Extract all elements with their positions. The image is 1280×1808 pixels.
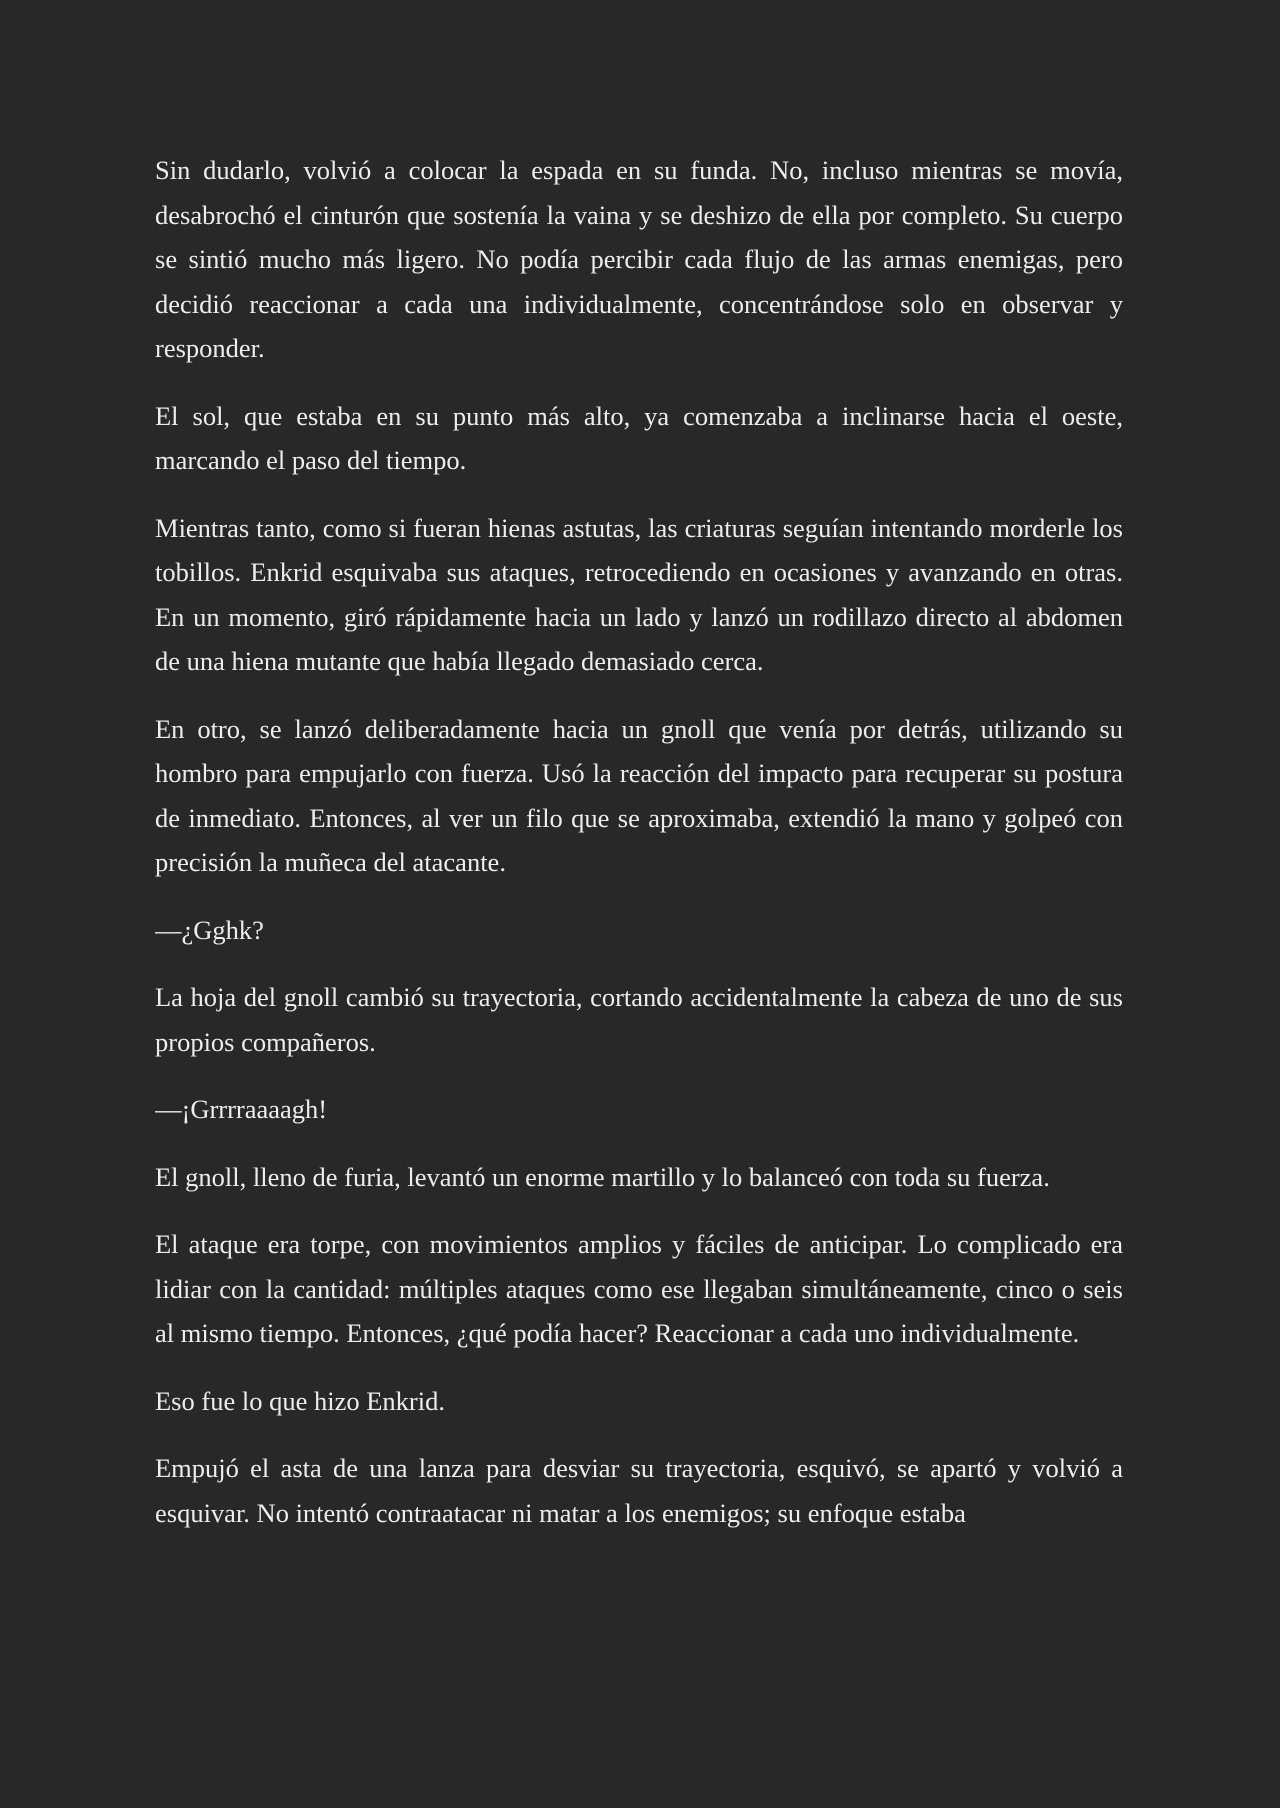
reading-page bbox=[155, 148, 1123, 1788]
paragraph: El sol, que estaba en su punto más alto, ya comenzaba a inclinarse hacia el oeste, marcando el paso del tiempo. bbox=[155, 400, 1123, 475]
dialogue-line: —¡Grrrraaaagh! bbox=[155, 1094, 328, 1124]
paragraph: Sin dudarlo, volvió a colocar la espada en su funda. No, incluso mientras se movía, desabrochó el cinturón que sostenía la vaina y se deshizo de ella por completo. Su cuerpo se sintió mucho más ligero. No podía percibir cada flujo de las armas enemigas, pero decidió reaccionar a cada una individualmente, concentrándose solo en observar y responder. bbox=[155, 155, 1123, 363]
dialogue-line: —¿Gghk? bbox=[155, 914, 264, 945]
paragraph: La hoja del gnoll cambió su trayectoria, cortando accidentalmente la cabeza de uno de sus propios compañeros. bbox=[155, 982, 1123, 1057]
paragraph: Empujó el asta de una lanza para desviar su trayectoria, esquivó, se apartó y volvió a esquivar. No intentó contraatacar ni matar a los enemigos; su enfoque estaba bbox=[155, 1453, 1123, 1528]
paragraph: En otro, se lanzó deliberadamente hacia un gnoll que venía por detrás, utilizando su hombro para empujarlo con fuerza. Usó la reacción del impacto para recuperar su postura de inmediato. Entonces, al ver un filo que se aproximaba, extendió la mano y golpeó con precisión la muñeca del atacante. bbox=[155, 713, 1123, 877]
paragraph: Mientras tanto, como si fueran hienas astutas, las criaturas seguían intentando morderle los tobillos. Enkrid esquivaba sus ataques, retrocediendo en ocasiones y avanzando en otras. En un momento, giró rápidamente hacia un lado y lanzó un rodillazo directo al abdomen de una hiena mutante que había llegado demasiado cerca. bbox=[155, 512, 1123, 676]
paragraph: Eso fue lo que hizo Enkrid. bbox=[155, 1385, 445, 1416]
paragraph: El ataque era torpe, con movimientos amplios y fáciles de anticipar. Lo complicado era lidiar con la cantidad: múltiples ataques como ese llegaban simultáneamente, cinco o seis al mismo tiempo. Entonces, ¿qué podía hacer? Reaccionar a cada uno individualmente. bbox=[155, 1229, 1123, 1348]
paragraph: El gnoll, lleno de furia, levantó un enorme martillo y lo balanceó con toda su fuerza. bbox=[155, 1161, 1050, 1192]
